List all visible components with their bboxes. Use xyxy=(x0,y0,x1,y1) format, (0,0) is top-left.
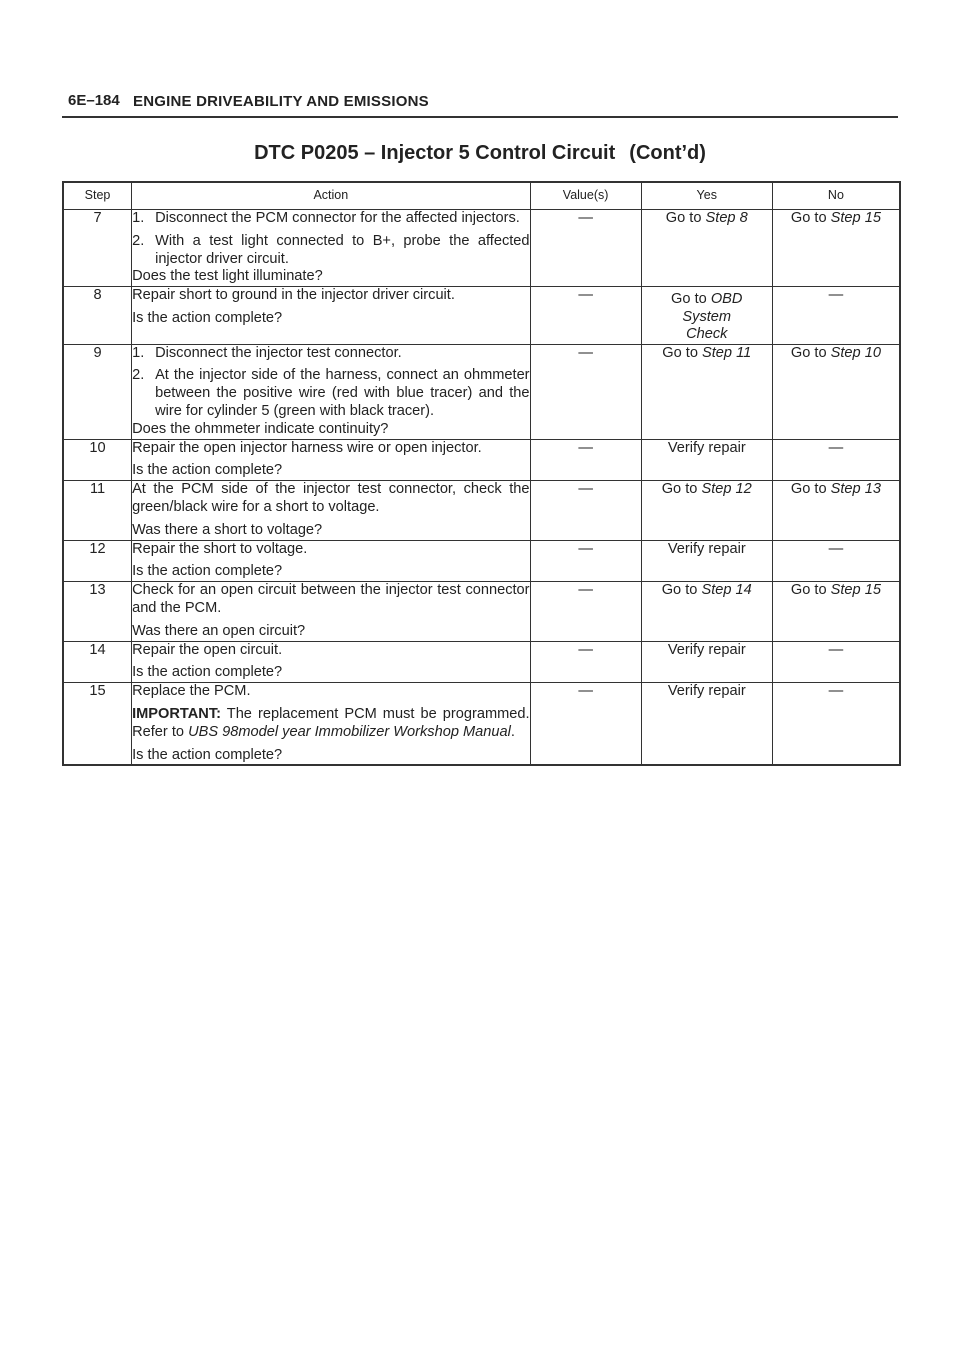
action-cell xyxy=(132,210,530,287)
table-row xyxy=(63,582,900,641)
col-header-yes: Yes xyxy=(641,182,772,210)
action-item: 1. Disconnect the injector test connector. xyxy=(132,344,402,361)
yes-cell: Go to Step 12 xyxy=(641,481,772,540)
title-main: DTC P0205 – Injector 5 Control Circuit xyxy=(254,142,616,164)
value-cell: — xyxy=(530,582,641,641)
step-link: Step 15 xyxy=(830,210,881,226)
step-number: 14 xyxy=(63,641,132,683)
action-text: Repair short to ground in the injector driver circuit. xyxy=(132,287,455,304)
no-cell: Go to Step 10 xyxy=(772,344,900,439)
step-number: 10 xyxy=(63,439,132,481)
page-number: 6E–184 xyxy=(68,92,120,109)
col-header-no: No xyxy=(772,182,900,210)
step-link: Step 15 xyxy=(830,582,881,599)
step-number: 15 xyxy=(63,683,132,766)
action-question: Is the action complete? xyxy=(132,746,283,763)
action-item: 1. Disconnect the PCM connector for the affected injectors. xyxy=(132,210,520,226)
yes-cell: Verify repair xyxy=(641,540,772,582)
action-text: Repair the open circuit. xyxy=(132,641,283,658)
table-row xyxy=(63,481,900,540)
step-link: Step 13 xyxy=(830,481,881,498)
value-cell: — xyxy=(530,287,641,345)
action-cell xyxy=(132,683,530,766)
step-link: Step 14 xyxy=(701,582,752,599)
action-question: Is the action complete? xyxy=(132,462,283,479)
value-cell: — xyxy=(530,540,641,582)
action-question: Is the action complete? xyxy=(132,563,283,580)
step-number: 11 xyxy=(63,481,132,540)
yes-cell: Verify repair xyxy=(641,683,772,766)
no-cell: Go to Step 15 xyxy=(772,582,900,641)
action-text: Repair the short to voltage. xyxy=(132,540,308,557)
action-question: Does the test light illuminate? xyxy=(132,268,323,285)
step-link: Step 12 xyxy=(701,481,752,498)
diagnostic-table xyxy=(62,181,901,766)
value-cell: — xyxy=(530,439,641,481)
action-question: Was there an open circuit? xyxy=(132,622,306,639)
table-row xyxy=(63,287,900,345)
section-title: ENGINE DRIVEABILITY AND EMISSIONS xyxy=(133,93,429,110)
yes-cell: Go to Step 14 xyxy=(641,582,772,641)
title-continued: (Cont’d) xyxy=(629,142,706,164)
manual-reference: UBS 98model year Immobilizer Workshop Manual xyxy=(188,723,511,740)
action-cell xyxy=(132,540,530,582)
action-text: Repair the open injector harness wire or open injector. xyxy=(132,439,482,456)
action-item: 2. At the injector side of the harness, connect an ohmmeter between the positive wire (red with blue tracer) and the wire for cylinder 5 (green with black tracer). xyxy=(132,367,530,420)
no-cell: Go to Step 15 xyxy=(772,210,900,287)
step-link: Step 8 xyxy=(705,210,748,226)
step-number: 9 xyxy=(63,344,132,439)
step-number: 7 xyxy=(63,210,132,287)
table-row xyxy=(63,344,900,439)
action-cell xyxy=(132,641,530,683)
table-row xyxy=(63,540,900,582)
table-row xyxy=(63,641,900,683)
yes-cell: Go to Step 11 xyxy=(641,344,772,439)
important-note: IMPORTANT: The replacement PCM must be programmed. Refer to UBS 98model year Immobilizer Workshop Manual. xyxy=(132,706,530,740)
step-link: Step 11 xyxy=(702,344,752,361)
step-link: OBD xyxy=(710,291,743,308)
action-text: At the PCM side of the injector test connector, check the green/black wire for a short to voltage. xyxy=(132,481,530,516)
value-cell: — xyxy=(530,481,641,540)
value-cell: — xyxy=(530,683,641,766)
action-cell xyxy=(132,582,530,641)
action-cell xyxy=(132,344,530,439)
yes-cell: Go to Step 8 xyxy=(641,210,772,287)
action-cell xyxy=(132,287,530,345)
no-cell: — xyxy=(772,683,900,766)
table-row xyxy=(63,210,900,287)
no-cell: — xyxy=(772,439,900,481)
action-cell xyxy=(132,439,530,481)
action-text: Check for an open circuit between the injector test connector and the PCM. xyxy=(132,582,530,617)
action-cell xyxy=(132,481,530,540)
no-cell: — xyxy=(772,641,900,683)
no-cell: Go to Step 13 xyxy=(772,481,900,540)
yes-cell: Go to OBD System Check xyxy=(641,287,772,345)
no-cell: — xyxy=(772,540,900,582)
table-header-row xyxy=(63,182,900,210)
important-label: IMPORTANT: xyxy=(132,706,221,723)
col-header-step: Step xyxy=(63,182,132,210)
action-question: Does the ohmmeter indicate continuity? xyxy=(132,420,389,437)
document-title xyxy=(0,142,960,165)
no-cell: — xyxy=(772,287,900,345)
action-question: Is the action complete? xyxy=(132,309,283,326)
col-header-action: Action xyxy=(132,182,530,210)
action-question: Was there a short to voltage? xyxy=(132,521,323,538)
yes-cell: Verify repair xyxy=(641,439,772,481)
step-number: 13 xyxy=(63,582,132,641)
action-text: Replace the PCM. xyxy=(132,683,251,700)
value-cell: — xyxy=(530,344,641,439)
yes-cell: Verify repair xyxy=(641,641,772,683)
action-question: Is the action complete? xyxy=(132,664,283,681)
step-number: 8 xyxy=(63,287,132,345)
action-item: 2. With a test light connected to B+, probe the affected injector driver circuit. xyxy=(132,232,530,267)
table-row xyxy=(63,439,900,481)
header-rule xyxy=(62,116,898,118)
value-cell: — xyxy=(530,210,641,287)
step-number: 12 xyxy=(63,540,132,582)
table-row xyxy=(63,683,900,766)
col-header-values: Value(s) xyxy=(530,182,641,210)
value-cell: — xyxy=(530,641,641,683)
step-link: Step 10 xyxy=(830,344,881,361)
